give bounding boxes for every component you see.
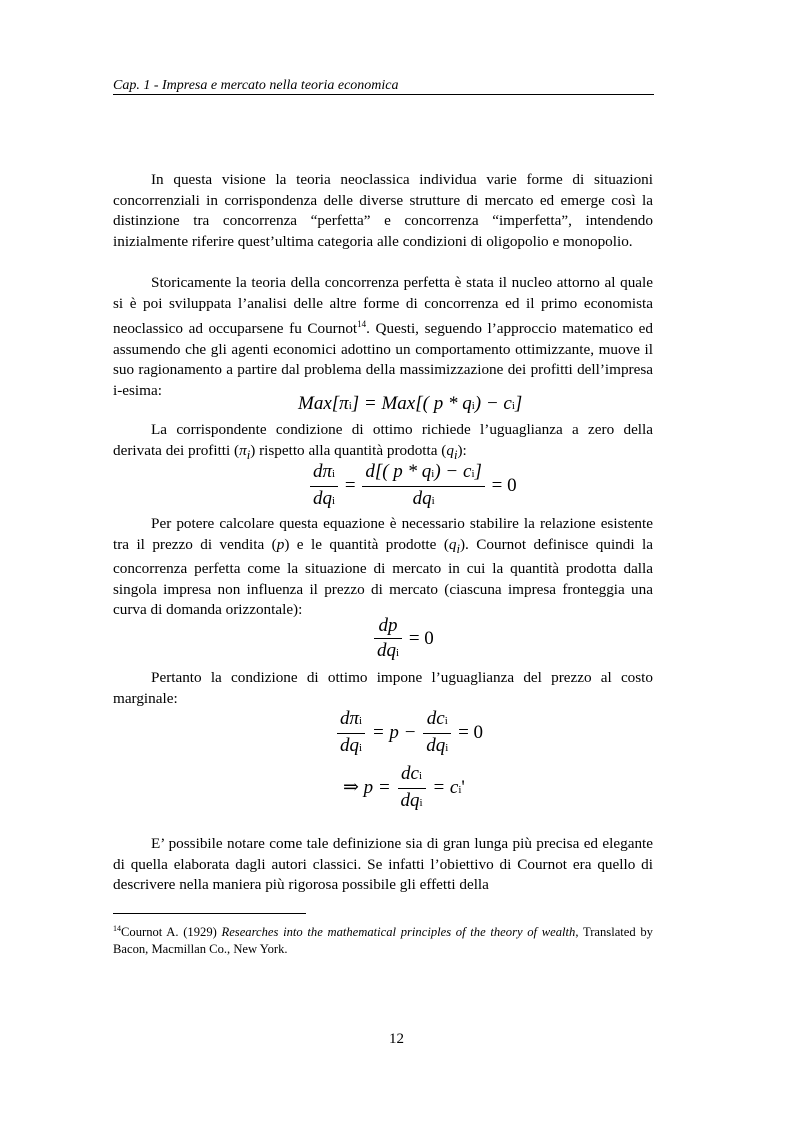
equation-marginal-cost: $\frac{\text{dπi}}{\text{dqi}}$ = p − $\frac{\text{dci}}{\text{dqi}}$ = 0 bbox=[335, 707, 483, 760]
equation-profit-max: Max[πi] = Max[( p * qi) − ci] bbox=[298, 393, 523, 414]
paragraph-2-text-a: Storicamente la teoria della concorrenza perfetta è stata il nucleo attorno al quale si è poi sviluppata l’analisi delle altre forme di concorrenza ed il primo economista neoclassico ad occuparsene fu Cournot bbox=[113, 274, 653, 338]
paragraph-1: In questa visione la teoria neoclassica individua varie forme di situazioni concorrenziali in corrispondenza delle diverse strutture di mercato ed emerge così la distinzione tra concorrenza “perfetta” e concorrenza “imperfetta”, intendendo inizialmente riferire quest’ultima categoria alle condizioni di oligopolio e monopolio. bbox=[113, 171, 653, 250]
paragraph-4: Per potere calcolare questa equazione è necessario stabilire la relazione esistente tra il prezzo di vendita (p) e le quantità prodotte $(q_i)$. Cournot definisce quindi la concorrenza perfetta come la situazione di mercato in cui la quantità prodotta dalla singola impresa non influenza il prezzo di mercato (ciascuna impresa fronteggia una curva di domanda orizzontale): bbox=[113, 515, 653, 619]
paragraph-5: Pertanto la condizione di ottimo impone l’uguaglianza del prezzo al costo marginale: bbox=[113, 669, 653, 707]
paragraph-2 bbox=[113, 273, 653, 402]
footnote-number: 14 bbox=[113, 924, 121, 933]
page-number: 12 bbox=[389, 1031, 404, 1047]
paragraph-6: E’ possibile notare come tale definizione sia di gran lunga più precisa ed elegante di quella elaborata dagli autori classici. Se infatti l’obiettivo di Cournot era quello di descrivere nella maniera più rigorosa possibile gli effetti della bbox=[113, 835, 653, 894]
footnote-divider bbox=[113, 913, 306, 914]
footnote-title: Researches into the mathematical principles of the theory of wealth bbox=[221, 925, 576, 940]
running-header: Cap. 1 - Impresa e mercato nella teoria economica bbox=[113, 78, 399, 93]
equation-price-taker: $\frac{dp}{\text{dqi}}$ = 0 bbox=[372, 614, 434, 665]
paragraph-2-text-b: . Questi, seguendo l’approccio matematico ed assumendo che gli agenti economici adottino un comportamento ottimizzante, muove il suo ragionamento a partire dal problema della massimizzazione dei profitti dell’impresa i-esima: bbox=[113, 320, 654, 400]
paragraph-3: La corrispondente condizione di ottimo richiede l’uguaglianza a zero della derivata dei profitti $(\pi_i)$ rispetto alla quantità prodotta $(q_i)$: bbox=[113, 421, 653, 462]
header-divider bbox=[113, 94, 654, 95]
equation-first-order-condition: $\frac{\text{dπi}}{\text{dqi}}$ = $\frac{d[( p * qi) - ci]}{\text{dqi}}$ = 0 bbox=[308, 460, 517, 513]
footnote-ref[interactable]: 14 bbox=[357, 319, 367, 330]
equation-price-equals-mc: ⇒ p = $\frac{\text{dci}}{\text{dqi}}$ = ci' bbox=[343, 763, 465, 811]
footnote: $^{14}$Cournot A. (1929) Researches into the mathematical principles of the theory of wealth, Translated by Bacon, Macmillan Co., New York. bbox=[113, 924, 653, 957]
